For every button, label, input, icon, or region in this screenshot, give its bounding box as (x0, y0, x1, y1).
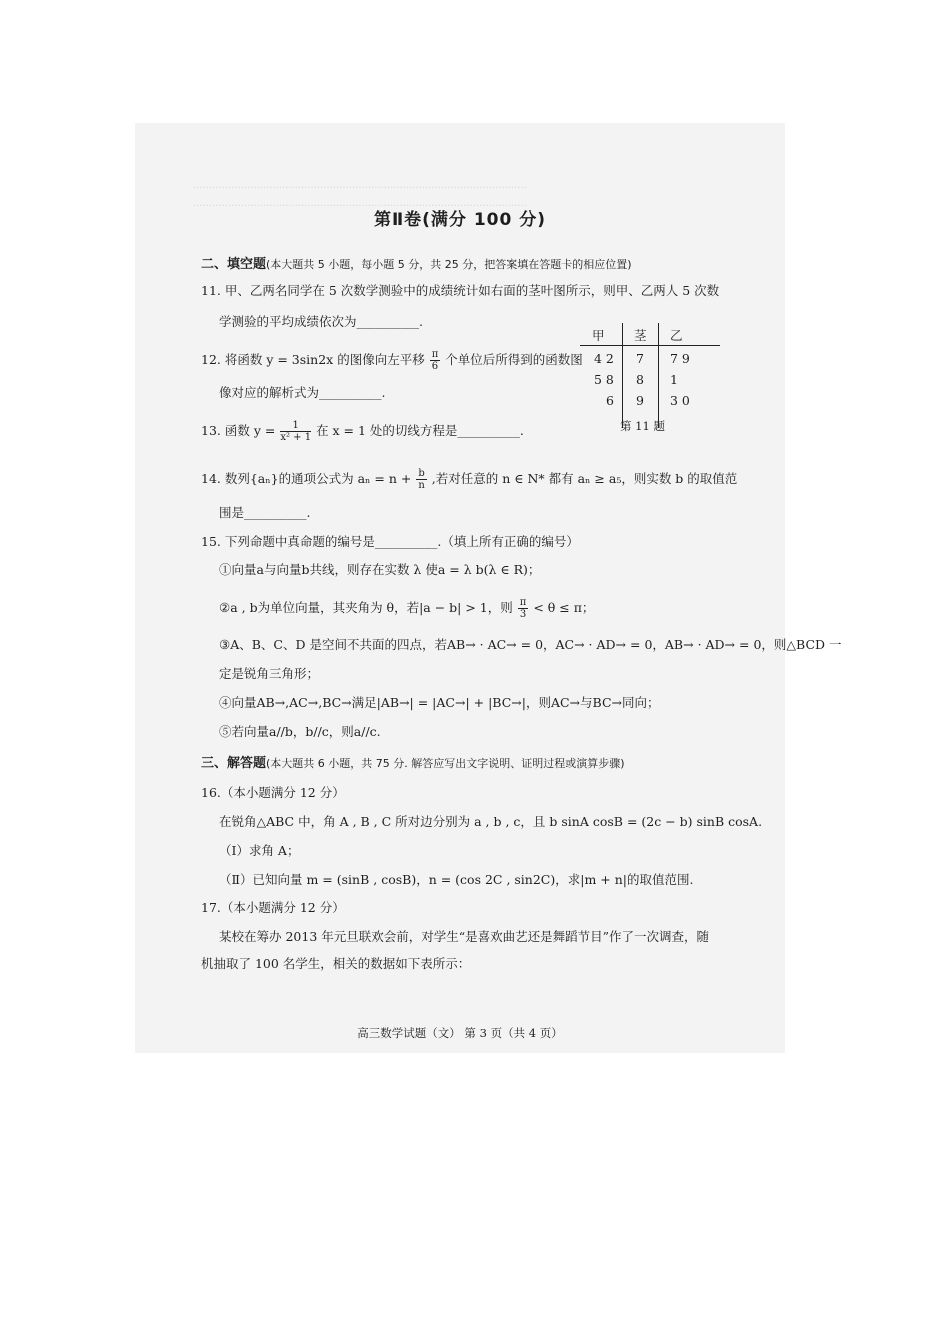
q15-stem: 15. 下列命题中真命题的编号是__________.（填上所有正确的编号） (201, 534, 579, 549)
leaf-left-row1: 4 2 (594, 351, 614, 366)
q15-item1: ①向量a与向量b共线，则存在实数 λ 使a = λ b(λ ∈ R)； (219, 562, 541, 577)
page-title: 第Ⅱ卷(满分 100 分) (373, 210, 547, 230)
q15-item2: ②a , b为单位向量，其夹角为 θ，若|a − b| > 1，则 $\frac{\pi}{3}$ < θ ≤ π； (219, 597, 595, 620)
stem-leaf-right-rule (658, 323, 659, 428)
q12-line1: 12. 将函数 y = 3sin2x 的图像向左平移 $\frac{\pi}{6}$ 个单位后所得到的函数图 (201, 349, 583, 372)
stem-row3: 9 (636, 393, 644, 408)
q15-item4: ④向量AB→,AC→,BC→满足|AB→| = |AC→| + |BC→|，则AC→与BC→同向； (219, 695, 660, 710)
q17-line1: 某校在筹办 2013 年元旦联欢会前，对学生“是喜欢曲艺还是舞蹈节目”作了一次调查，随 (219, 929, 710, 944)
leaf-left-row2: 5 8 (594, 372, 614, 387)
q15-item3-line1: ③A、B、C、D 是空间不共面的四点，若AB→ · AC→ = 0，AC→ · AD→ = 0，AB→ · AD→ = 0，则△BCD 一 (219, 637, 842, 652)
leaf-right-row3: 3 0 (670, 393, 690, 408)
q16-part1: （Ⅰ）求角 A； (219, 843, 300, 858)
function-fraction: $\frac{1}{\text{x² + 1}}$ (280, 420, 312, 443)
header-yi: 乙 (670, 328, 683, 343)
q15-item3-line2: 定是锐角三角形； (219, 666, 320, 681)
header-jia: 甲 (592, 328, 605, 343)
q12-line2: 像对应的解析式为__________. (219, 385, 386, 400)
stem-leaf-header-rule (580, 345, 720, 346)
stem-leaf-left-rule (622, 323, 623, 428)
q17-line2: 机抽取了 100 名学生，相关的数据如下表所示： (201, 956, 471, 971)
stem-leaf-plot (580, 323, 720, 441)
stem-leaf-caption: 第 11 题 (620, 419, 665, 433)
header-stem: 茎 (634, 328, 647, 343)
q15-item5: ⑤若向量a//b，b//c，则a//c. (219, 724, 381, 739)
pi-over-3-fraction: $\frac{\pi}{3}$ (519, 597, 527, 620)
bleed-through-text: ········································································································· (193, 183, 527, 194)
b-over-n-fraction: $\frac{b}{n}$ (418, 468, 425, 491)
bleed-through-text: ········································································································· (193, 201, 527, 212)
q11-line1: 11. 甲、乙两名同学在 5 次数学测验中的成绩统计如右面的茎叶图所示，则甲、乙两人 5 次数 (201, 283, 720, 298)
pi-over-6-fraction: $\frac{\pi}{6}$ (431, 349, 439, 372)
page-footer: 高三数学试题（文） 第 3 页（共 4 页） (357, 1026, 563, 1040)
leaf-right-row1: 7 9 (670, 351, 690, 366)
q14-line1: 14. 数列{aₙ}的通项公式为 aₙ = n + $\frac{b}{n}$ ,若对任意的 n ∈ N* 都有 aₙ ≥ a₅，则实数 b 的取值范 (201, 468, 738, 491)
q11-line2: 学测验的平均成绩依次为__________. (219, 314, 423, 329)
stem-row2: 8 (636, 372, 644, 387)
q16-header: 16.（本小题满分 12 分） (201, 785, 345, 800)
q13-line: 13. 函数 y = $\frac{1}{\text{x² + 1}}$ 在 x = 1 处的切线方程是__________. (201, 420, 524, 443)
section-3-heading: 三、解答题(本大题共 6 小题，共 75 分. 解答应写出文字说明、证明过程或演算步骤) (201, 756, 625, 771)
section-2-heading: 二、填空题(本大题共 5 小题，每小题 5 分，共 25 分，把答案填在答题卡的相应位置) (201, 257, 632, 272)
q17-header: 17.（本小题满分 12 分） (201, 900, 345, 915)
leaf-left-row3: 6 (606, 393, 614, 408)
stem-row1: 7 (636, 351, 644, 366)
leaf-right-row2: 1 (670, 372, 678, 387)
scanned-page (135, 123, 842, 1053)
q16-part2: （Ⅱ）已知向量 m = (sinB , cosB)，n = (cos 2C , sin2C)，求|m + n|的取值范围. (219, 872, 694, 887)
q14-line2: 围是__________. (219, 505, 311, 520)
q16-stem: 在锐角△ABC 中，角 A , B , C 所对边分别为 a , b , c，且 b sinA cosB = (2c − b) sinB cosA. (219, 814, 763, 829)
